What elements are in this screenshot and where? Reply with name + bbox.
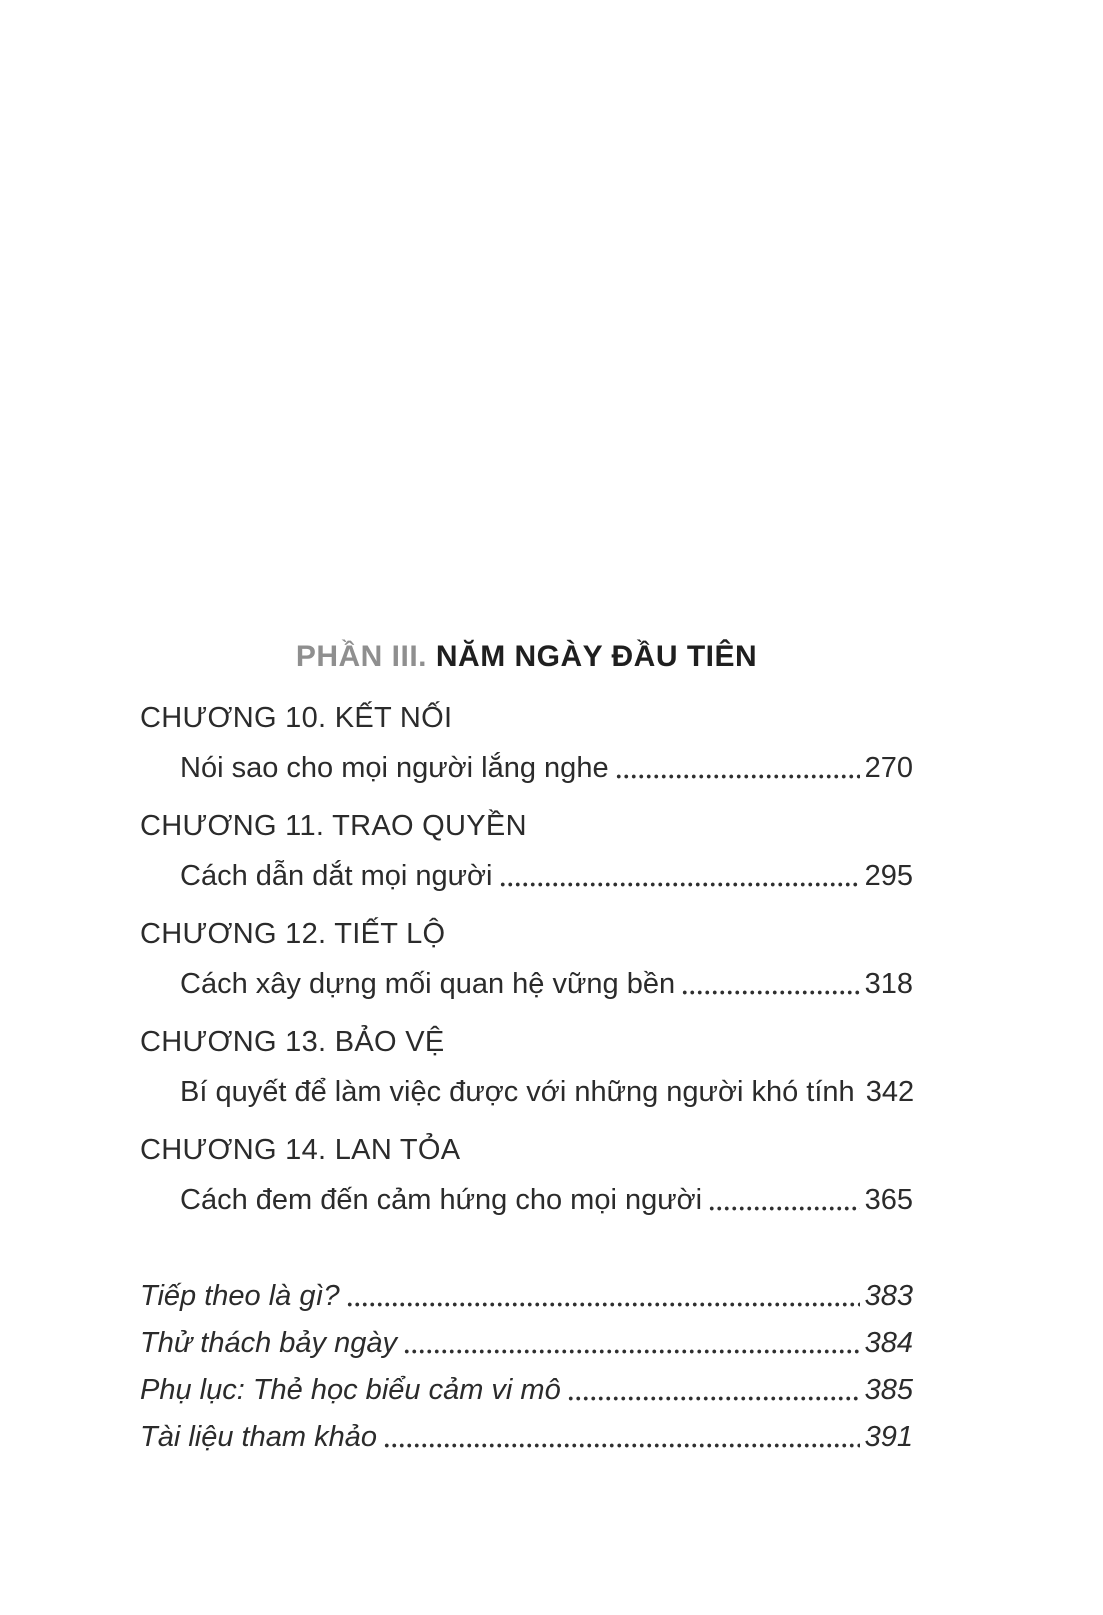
chapter-subtitle: Cách đem đến cảm hứng cho mọi người: [180, 1184, 703, 1216]
toc-chapter-entry: [140, 808, 913, 895]
chapter-subtitle-row: [140, 750, 913, 787]
leader-dots: [567, 1385, 860, 1409]
page-number: 384: [864, 1327, 913, 1359]
chapter-subtitle: Bí quyết để làm việc được với những người khó tính: [180, 1076, 855, 1108]
chapter-heading: CHƯƠNG 11. TRAO QUYỀN: [140, 810, 527, 842]
chapter-heading: CHƯƠNG 12. TIẾT LỘ: [140, 918, 446, 950]
chapter-subtitle: Cách dẫn dắt mọi người: [180, 860, 493, 892]
back-matter-entry: [140, 1372, 913, 1409]
leader-dots: [499, 871, 860, 895]
chapter-subtitle-row: [140, 1074, 913, 1111]
leader-dots: [615, 763, 860, 787]
page-number: 383: [864, 1280, 913, 1312]
toc-chapter-entry: [140, 700, 913, 787]
chapter-subtitle-row: [140, 858, 913, 895]
page-number: 365: [864, 1184, 913, 1216]
part-title: NĂM NGÀY ĐẦU TIÊN: [435, 640, 758, 673]
toc-chapter-entry: [140, 1132, 913, 1219]
back-matter-title: Phụ lục: Thẻ học biểu cảm vi mô: [140, 1374, 561, 1406]
page-number: 342: [865, 1076, 915, 1108]
back-matter-section: [140, 1278, 913, 1456]
back-matter-entry: [140, 1325, 913, 1362]
page-number: 385: [864, 1374, 913, 1406]
leader-dots: [681, 979, 860, 1003]
table-of-contents: [140, 638, 913, 1466]
back-matter-title: Thử thách bảy ngày: [140, 1327, 397, 1359]
toc-chapter-entry: [140, 916, 913, 1003]
page-number: 295: [864, 860, 913, 892]
chapter-heading: CHƯƠNG 14. LAN TỎA: [140, 1134, 461, 1166]
part-number-label: PHẦN III.: [295, 640, 428, 673]
back-matter-title: Tài liệu tham khảo: [140, 1421, 377, 1453]
page-number: 318: [864, 968, 913, 1000]
leader-dots: [708, 1195, 860, 1219]
leader-dots: [383, 1432, 860, 1456]
chapter-subtitle-row: [140, 1182, 913, 1219]
toc-chapter-entry: [140, 1024, 913, 1111]
chapter-heading: CHƯƠNG 10. KẾT NỐI: [140, 702, 453, 734]
chapter-subtitle: Cách xây dựng mối quan hệ vững bền: [180, 968, 676, 1000]
leader-dots: [403, 1338, 860, 1362]
chapter-subtitle-row: [140, 966, 913, 1003]
page-number: 270: [864, 752, 913, 784]
back-matter-title: Tiếp theo là gì?: [140, 1280, 340, 1312]
chapter-subtitle: Nói sao cho mọi người lắng nghe: [180, 752, 609, 784]
page-number: 391: [864, 1421, 913, 1453]
part-header: [140, 638, 913, 676]
leader-dots: [346, 1291, 860, 1315]
chapter-heading: CHƯƠNG 13. BẢO VỆ: [140, 1026, 445, 1058]
back-matter-entry: [140, 1278, 913, 1315]
back-matter-entry: [140, 1419, 913, 1456]
